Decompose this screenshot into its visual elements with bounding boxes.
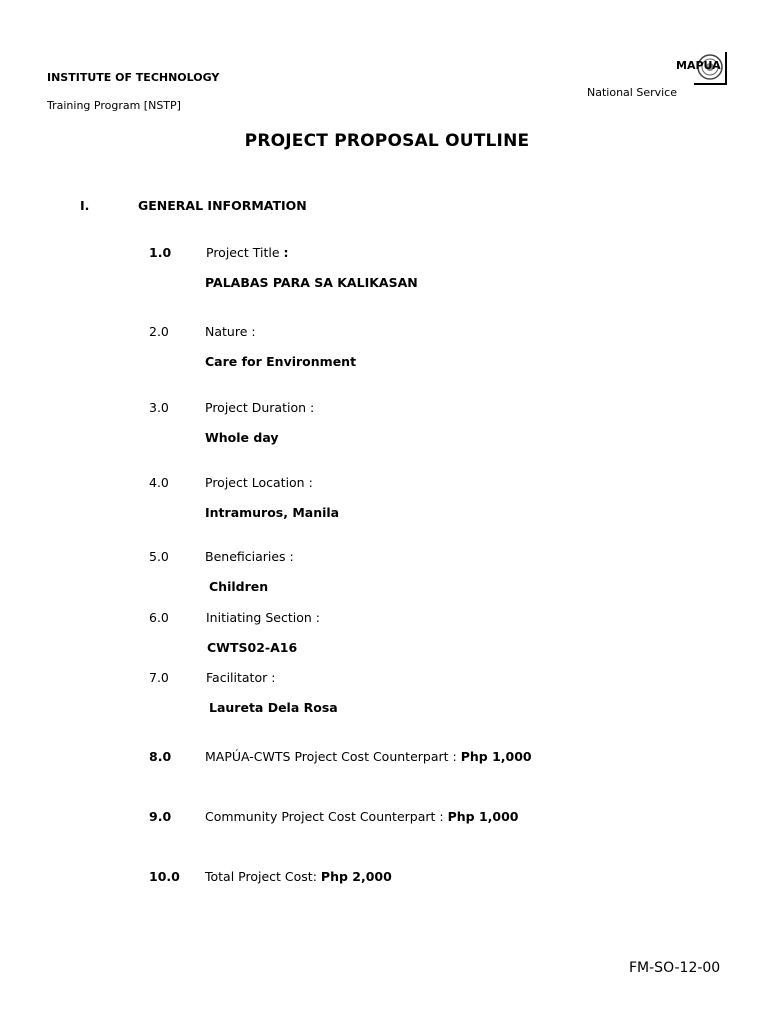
item-value-project-title: PALABAS PARA SA KALIKASAN xyxy=(205,275,418,290)
item-mapua-cost xyxy=(205,749,532,764)
item-value-total-cost: Php 2,000 xyxy=(320,869,392,884)
item-label-total-cost: Total Project Cost: xyxy=(205,869,317,884)
item-number: 10.0 xyxy=(149,869,180,884)
item-number: 2.0 xyxy=(149,324,169,339)
section-heading: GENERAL INFORMATION xyxy=(138,198,307,213)
item-label-facilitator: Facilitator : xyxy=(206,670,276,685)
item-value-beneficiaries: Children xyxy=(209,579,269,594)
national-service: National Service xyxy=(587,86,677,99)
item-value-community-cost: Php 1,000 xyxy=(447,809,519,824)
item-number: 1.0 xyxy=(149,245,172,260)
item-value-location: Intramuros, Manila xyxy=(205,505,340,520)
item-label-beneficiaries: Beneficiaries : xyxy=(205,549,294,564)
item-community-cost xyxy=(205,809,518,824)
form-code: FM-SO-12-00 xyxy=(629,960,721,976)
item-label-location: Project Location : xyxy=(205,475,313,490)
institute-name: INSTITUTE OF TECHNOLOGY xyxy=(47,71,220,84)
item-number: 5.0 xyxy=(149,549,169,564)
item-number: 9.0 xyxy=(149,809,172,824)
item-number: 6.0 xyxy=(149,610,169,625)
item-number: 4.0 xyxy=(149,475,169,490)
item-label-nature: Nature : xyxy=(205,324,256,339)
item-value-facilitator: Laureta Dela Rosa xyxy=(209,700,338,715)
item-label-project-title: Project Title : xyxy=(206,245,289,260)
item-number: 3.0 xyxy=(149,400,169,415)
item-label-community-cost: Community Project Cost Counterpart : xyxy=(205,809,444,824)
item-label-initiating-section: Initiating Section : xyxy=(206,610,320,625)
page-title: PROJECT PROPOSAL OUTLINE xyxy=(244,131,530,151)
item-label-mapua-cost: MAPÚA-CWTS Project Cost Counterpart : xyxy=(205,749,457,764)
item-label-duration: Project Duration : xyxy=(205,400,315,415)
item-value-mapua-cost: Php 1,000 xyxy=(460,749,532,764)
item-number: 8.0 xyxy=(149,749,172,764)
item-value-duration: Whole day xyxy=(205,430,279,445)
item-value-nature: Care for Environment xyxy=(205,354,357,369)
program-name: Training Program [NSTP] xyxy=(47,99,181,112)
logo-text: MAPUA xyxy=(676,59,721,72)
section-number: I. xyxy=(80,198,90,213)
item-number: 7.0 xyxy=(149,670,169,685)
item-value-initiating-section: CWTS02-A16 xyxy=(207,640,298,655)
item-total-cost xyxy=(205,869,392,884)
